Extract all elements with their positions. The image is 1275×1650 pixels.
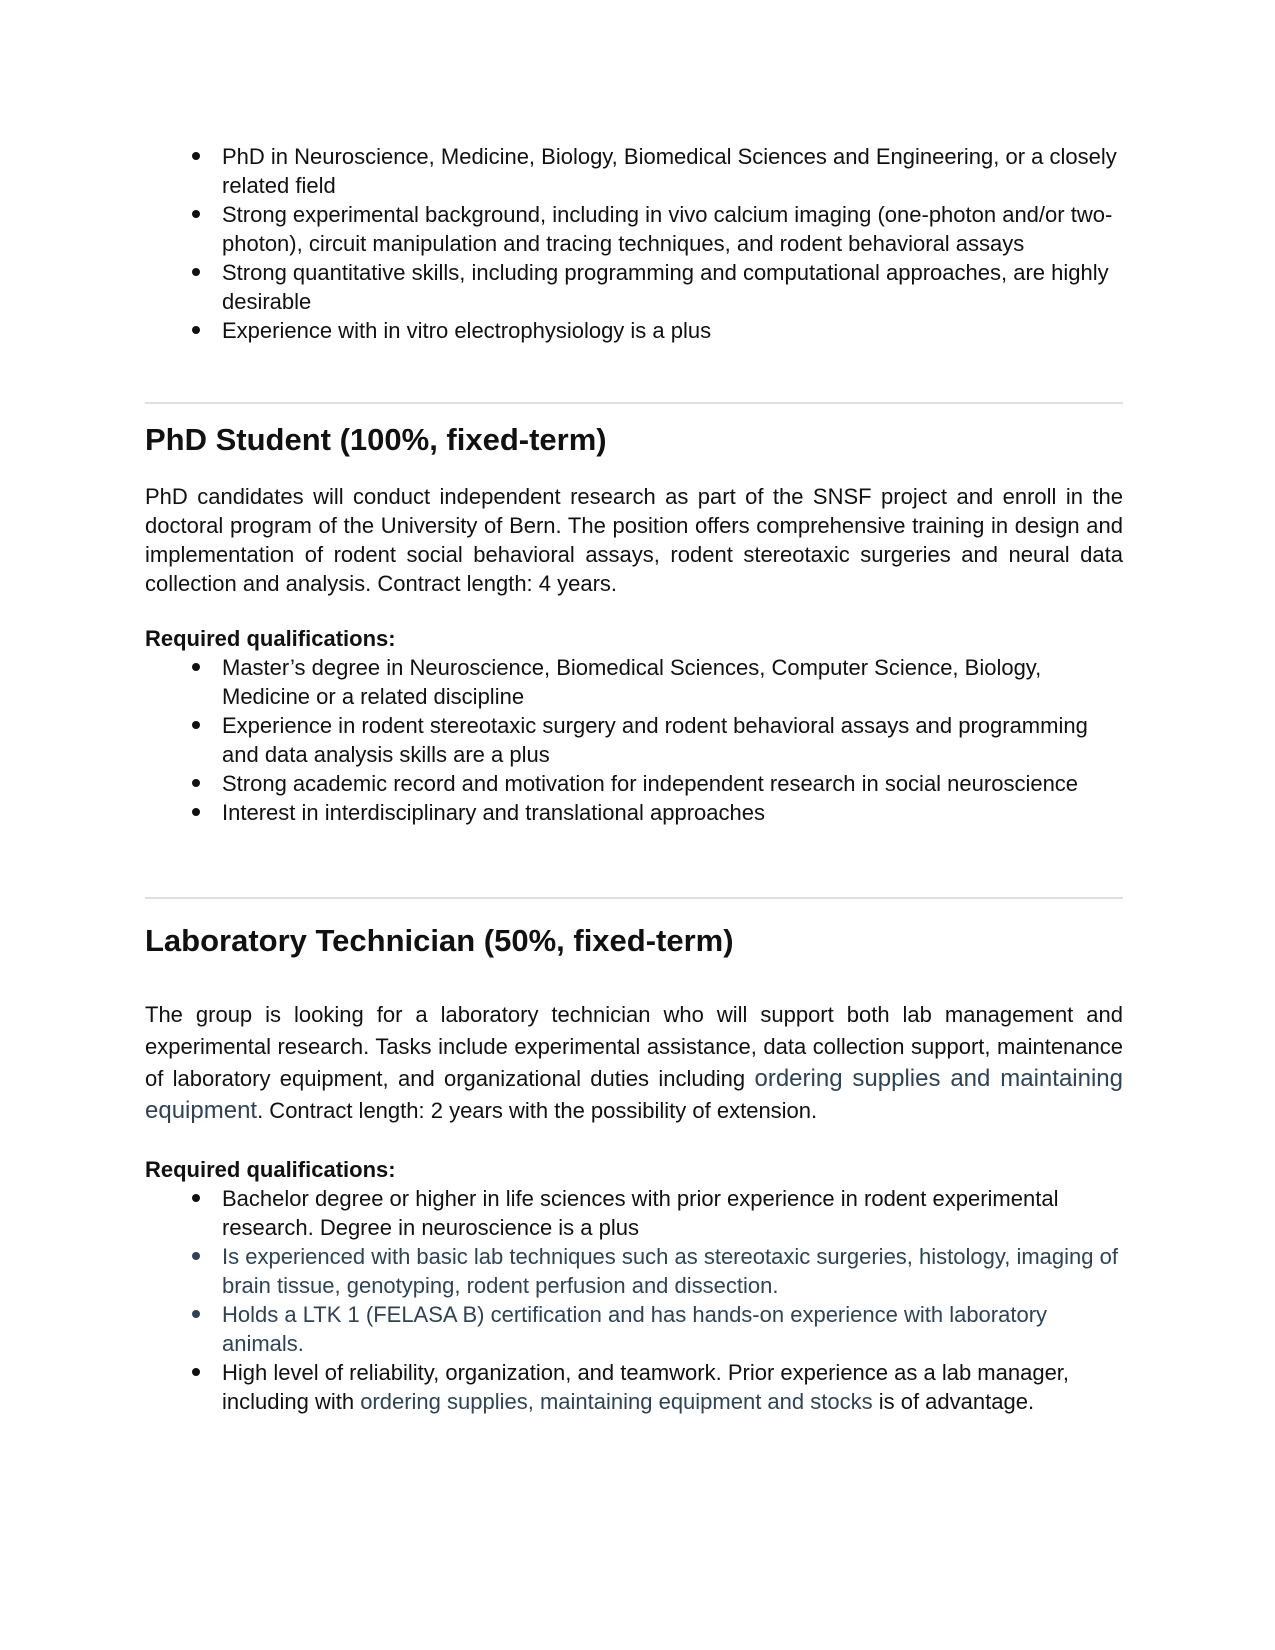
bullet-icon [192,1310,200,1318]
phd-section-heading: PhD Student (100%, fixed-term) [145,422,607,457]
list-item [145,769,1123,798]
lab-section-heading: Laboratory Technician (50%, fixed-term) [145,923,734,958]
list-item-text: Bachelor degree or higher in life sciences with prior experience in rodent experimental research. Degree in neuroscience is a plus [222,1186,1059,1240]
list-item-text: PhD in Neuroscience, Medicine, Biology, Biomedical Sciences and Engineering, or a closely related field [222,144,1117,198]
bullet-icon [192,326,200,334]
phd-section-description: PhD candidates will conduct independent research as part of the SNSF project and enroll in the doctoral program of the University of Bern. The position offers comprehensive training in design and implementation of rodent social behavioral assays, rodent stereotaxic surgeries and neural data collection and analysis. Contract length: 4 years. [145,484,1123,596]
highlighted-text: ordering supplies and maintaining equipment [145,1065,1123,1124]
bullet-icon [192,1368,200,1376]
list-item-text: is of advantage. [872,1389,1035,1414]
list-item-text: Master’s degree in Neuroscience, Biomedical Sciences, Computer Science, Biology, Medicine or a related discipline [222,655,1042,709]
bullet-icon [192,152,200,160]
bullet-icon [192,210,200,218]
list-item [145,711,1123,769]
list-item-text: Experience in rodent stereotaxic surgery and rodent behavioral assays and programming and data analysis skills are a plus [222,713,1088,767]
phd-qualifications-list [145,653,1123,827]
bullet-icon [192,779,200,787]
lab-qualifications-list [145,1184,1123,1416]
postdoc-qualifications-list [145,142,1123,345]
lab-section-description [145,999,1123,1127]
list-item-text: Strong experimental background, including in vivo calcium imaging (one-photon and/or two-photon), circuit manipulation and tracing techniques, and rodent behavioral assays [222,202,1113,256]
bullet-icon [192,268,200,276]
section-divider [145,897,1123,899]
phd-qualifications-label: Required qualifications: [145,626,396,651]
list-item-text: High level of reliability, organization, and teamwork. Prior experience as a lab manager, including with [222,1360,1070,1414]
bullet-icon [192,1252,200,1260]
list-item [145,142,1123,200]
list-item [145,200,1123,258]
list-item [145,1300,1123,1358]
list-item-text: Interest in interdisciplinary and translational approaches [222,800,765,825]
bullet-icon [192,663,200,671]
section-divider [145,402,1123,404]
list-item-text: Strong academic record and motivation for independent research in social neuroscience [222,771,1079,796]
list-item [145,316,1123,345]
list-item [145,798,1123,827]
list-item [145,1242,1123,1300]
list-item [145,653,1123,711]
list-item-text: Experience with in vitro electrophysiology is a plus [222,318,712,343]
list-item [145,258,1123,316]
paragraph-text: The group is looking for a laboratory technician who will support both lab management and experimental research. Tasks include experimental assistance, data collection support, maintenance of laboratory equipment, and organizational duties including [145,1002,1123,1091]
bullet-icon [192,808,200,816]
highlighted-text: ordering supplies, maintaining equipment and stocks [360,1389,873,1414]
list-item-text: Strong quantitative skills, including programming and computational approaches, are highly desirable [222,260,1109,314]
bullet-icon [192,1194,200,1202]
lab-qualifications-label: Required qualifications: [145,1157,396,1182]
paragraph-text: . Contract length: 2 years with the possibility of extension. [257,1098,818,1123]
list-item-text: Holds a LTK 1 (FELASA B) certification and has hands-on experience with laboratory animals. [222,1302,1048,1356]
list-item [145,1184,1123,1242]
bullet-icon [192,721,200,729]
list-item [145,1358,1123,1416]
list-item-text: Is experienced with basic lab techniques such as stereotaxic surgeries, histology, imaging of brain tissue, genotyping, rodent perfusion and dissection. [222,1244,1118,1298]
